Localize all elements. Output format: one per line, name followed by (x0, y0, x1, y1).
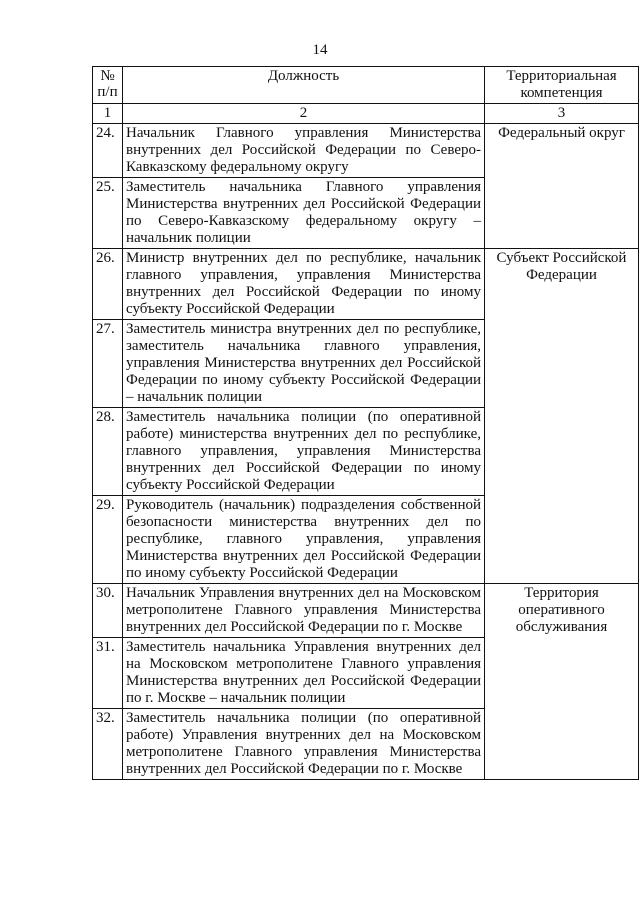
row-position: Начальник Главного управления Министерства внутренних дел Российской Федерации по Северо-Кавказскому федеральному округу (123, 124, 485, 178)
competence-federation-subject: Субъект Российской Федерации (485, 249, 639, 584)
table-header-row (93, 67, 639, 104)
row-number: 26. (93, 249, 123, 320)
row-position: Начальник Управления внутренних дел на Московском метрополитене Главного управления Министерства внутренних дел Российской Федерации по г. Москве (123, 584, 485, 638)
header-position: Должность (123, 67, 485, 104)
row-position: Заместитель начальника полиции (по оперативной работе) Управления внутренних дел на Московском метрополитене Главного управления Министерства внутренних дел Российской Федерации по г. Москве (123, 709, 485, 780)
header-number-label: № п/п (97, 68, 118, 100)
competence-federal-district: Федеральный округ (485, 124, 639, 249)
competence-operational-territory: Территория оперативного обслуживания (485, 584, 639, 780)
column-number-3: 3 (485, 104, 639, 124)
column-number-row (93, 104, 639, 124)
row-position: Заместитель начальника полиции (по оперативной работе) министерства внутренних дел по республике, главного управления, управления Министерства внутренних дел Российской Федерации по иному субъекту Российской Федерации (123, 408, 485, 496)
row-number: 29. (93, 496, 123, 584)
column-number-1: 1 (93, 104, 123, 124)
column-number-2: 2 (123, 104, 485, 124)
row-number: 27. (93, 320, 123, 408)
row-number: 30. (93, 584, 123, 638)
table-row (93, 124, 639, 178)
row-number: 31. (93, 638, 123, 709)
row-position: Заместитель начальника Управления внутренних дел на Московском метрополитене Главного управления Министерства внутренних дел Российской Федерации по г. Москве – начальник полиции (123, 638, 485, 709)
positions-table (92, 66, 639, 780)
row-position: Заместитель начальника Главного управления Министерства внутренних дел Российской Федерации по Северо-Кавказскому федеральному округу – начальник полиции (123, 178, 485, 249)
header-competence: Территориальная компетенция (485, 67, 639, 104)
row-position: Руководитель (начальник) подразделения собственной безопасности министерства внутренних дел по республике, главного управления, управления Министерства внутренних дел Российской Федерации по иному субъекту Российской Федерации (123, 496, 485, 584)
row-number: 25. (93, 178, 123, 249)
table-row (93, 584, 639, 638)
row-number: 32. (93, 709, 123, 780)
page-number: 14 (312, 42, 328, 58)
header-number (93, 67, 123, 104)
row-number: 24. (93, 124, 123, 178)
row-position: Министр внутренних дел по республике, начальник главного управления, управления Министерства внутренних дел Российской Федерации по иному субъекту Российской Федерации (123, 249, 485, 320)
row-position: Заместитель министра внутренних дел по республике, заместитель начальника главного управления, управления Министерства внутренних дел Российской Федерации по иному субъекту Российской Федерации – начальник полиции (123, 320, 485, 408)
row-number: 28. (93, 408, 123, 496)
table-row (93, 249, 639, 320)
